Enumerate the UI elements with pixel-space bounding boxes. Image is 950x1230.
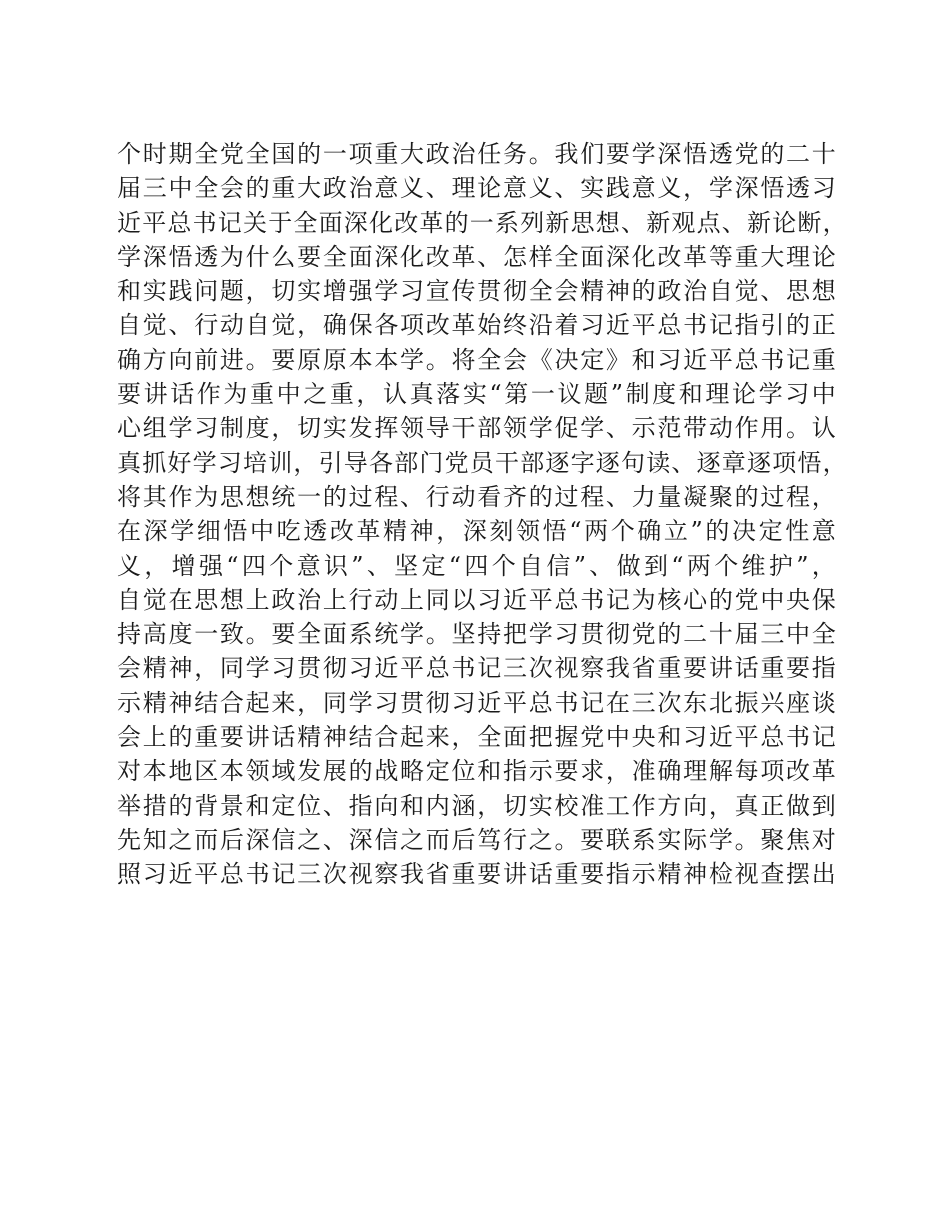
text-line: 和实践问题，切实增强学习宣传贯彻全会精神的政治自觉、思想 (117, 277, 837, 306)
text-line: 自觉、行动自觉，确保各项改革始终沿着习近平总书记指引的正 (117, 311, 837, 340)
text-line: 近平总书记关于全面深化改革的一系列新思想、新观点、新论断， (117, 208, 848, 237)
text-line: 会上的重要讲话精神结合起来，全面把握党中央和习近平总书记 (117, 723, 837, 752)
text-line: 先知之而后深信之、深信之而后笃行之。要联系实际学。聚焦对 (117, 825, 837, 854)
text-line: 真抓好学习培训，引导各部门党员干部逐字逐句读、逐章逐项悟， (117, 448, 848, 477)
text-line: 将其作为思想统一的过程、行动看齐的过程、力量凝聚的过程， (117, 482, 837, 511)
text-line: 在深学细悟中吃透改革精神，深刻领悟“两个确立”的决定性意 (117, 517, 837, 546)
text-line: 照习近平总书记三次视察我省重要讲话重要指示精神检视查摆出 (117, 860, 837, 889)
text-line: 义，增强“四个意识”、坚定“四个自信”、做到“两个维护”， (117, 551, 837, 580)
text-line: 示精神结合起来，同学习贯彻习近平总书记在三次东北振兴座谈 (117, 688, 837, 717)
text-line: 对本地区本领域发展的战略定位和指示要求，准确理解每项改革 (117, 757, 837, 786)
text-line: 心组学习制度，切实发挥领导干部领学促学、示范带动作用。认 (117, 414, 837, 443)
text-line: 自觉在思想上政治上行动上同以习近平总书记为核心的党中央保 (117, 585, 837, 614)
body-paragraph (117, 137, 848, 892)
text-line: 要讲话作为重中之重，认真落实“第一议题”制度和理论学习中 (117, 380, 837, 409)
text-line: 确方向前进。要原原本本学。将全会《决定》和习近平总书记重 (117, 345, 837, 374)
text-line: 会精神，同学习贯彻习近平总书记三次视察我省重要讲话重要指 (117, 654, 837, 683)
text-line: 举措的背景和定位、指向和内涵，切实校准工作方向，真正做到 (117, 791, 837, 820)
text-line: 个时期全党全国的一项重大政治任务。我们要学深悟透党的二十 (117, 140, 837, 168)
text-line: 学深悟透为什么要全面深化改革、怎样全面深化改革等重大理论 (117, 242, 837, 271)
text-line: 届三中全会的重大政治意义、理论意义、实践意义，学深悟透习 (117, 174, 837, 203)
text-line: 持高度一致。要全面系统学。坚持把学习贯彻党的二十届三中全 (117, 620, 837, 649)
